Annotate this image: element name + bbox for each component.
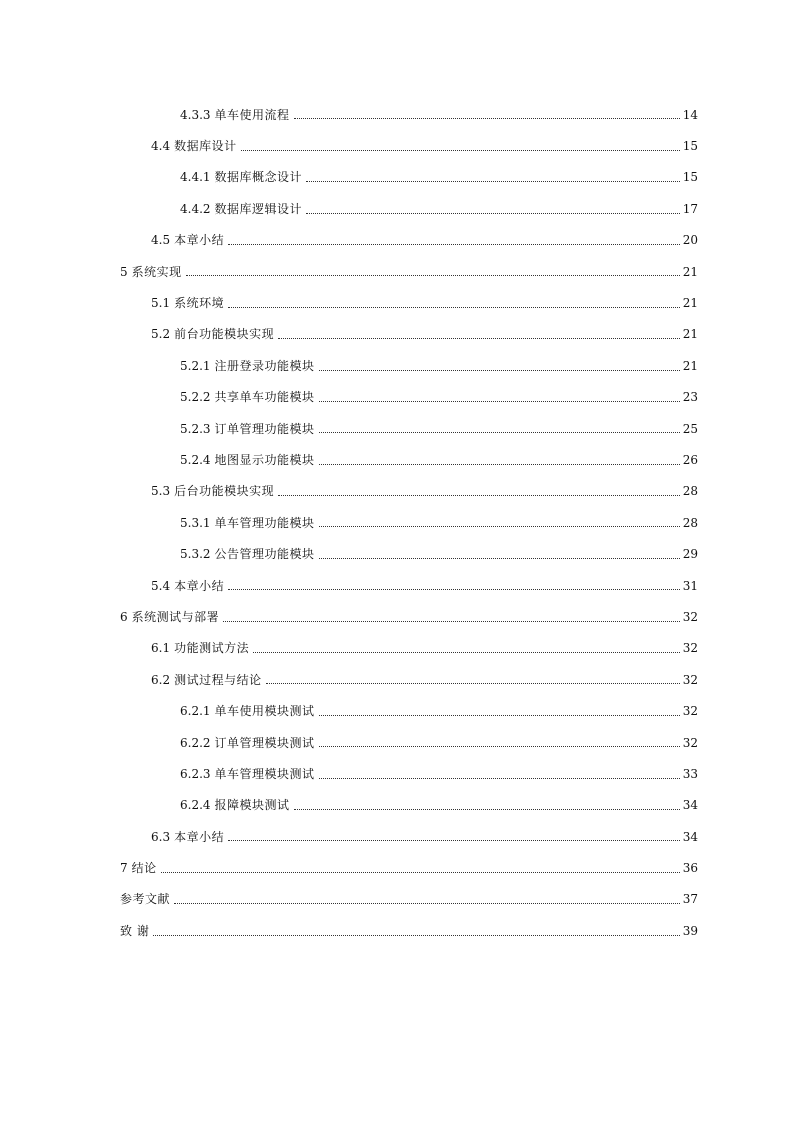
toc-section-title: 致 谢 [120,923,150,938]
toc-page-number: 31 [682,578,698,593]
toc-section-number: 5.3.2 [180,547,211,562]
dot-leader [228,306,680,308]
toc-section-title: 数据库概念设计 [214,170,303,185]
toc-section-number: 5.2.3 [180,421,211,436]
toc-section-title: 系统实现 [131,264,182,279]
toc-page-number: 32 [682,735,698,750]
toc-section-title: 单车使用流程 [214,107,290,122]
toc-entry[interactable] [0,790,793,821]
toc-page-number: 32 [682,704,698,719]
dot-leader [253,651,680,653]
toc-entry-label [180,201,302,217]
toc-section-number: 6.2.3 [180,766,211,781]
toc-section-title: 测试过程与结论 [174,672,262,687]
toc-entry-label [180,797,290,813]
toc-entry[interactable] [0,852,793,883]
dot-leader [319,463,680,465]
dot-leader [319,400,680,402]
toc-page-number: 15 [682,170,698,185]
toc-entry[interactable] [0,130,793,161]
toc-entry[interactable] [0,695,793,726]
dot-leader [278,494,680,496]
toc-entry[interactable] [0,350,793,381]
toc-section-number: 5.2 [151,327,171,342]
toc-section-title: 本章小结 [174,233,225,248]
dot-leader [319,369,680,371]
toc-section-number: 5.1 [151,296,171,311]
toc-page-number: 32 [682,641,698,656]
toc-entry[interactable] [0,476,793,507]
toc-page-number: 33 [682,766,698,781]
toc-entry-label [180,107,290,123]
toc-section-title: 数据库逻辑设计 [214,201,303,216]
toc-entry-label [151,138,237,154]
toc-page-number: 23 [682,390,698,405]
toc-section-title: 系统测试与部署 [131,609,220,624]
toc-entry-label [120,609,219,625]
toc-section-title: 功能测试方法 [174,641,250,656]
toc-page-number: 25 [682,421,698,436]
dot-leader [223,620,680,622]
toc-section-title: 公告管理功能模块 [214,547,315,562]
dot-leader [241,149,680,151]
toc-entry-label [180,452,315,468]
toc-page-number: 28 [682,484,698,499]
toc-section-number: 4.4 [151,139,171,154]
toc-entry[interactable] [0,319,793,350]
toc-entry-label [180,703,315,719]
toc-section-number: 6.2.1 [180,704,211,719]
toc-section-number: 7 [120,861,128,876]
toc-entry-label [120,264,182,280]
toc-section-number: 4.3.3 [180,107,211,122]
toc-entry[interactable] [0,193,793,224]
dot-leader [186,274,680,276]
toc-entry-label [180,766,315,782]
toc-entry[interactable] [0,225,793,256]
toc-entry-label [180,515,315,531]
toc-page-number: 21 [682,327,698,342]
dot-leader [228,588,680,590]
toc-section-number: 6.1 [151,641,171,656]
toc-section-title: 本章小结 [174,829,225,844]
dot-leader [319,745,680,747]
toc-section-title: 单车管理功能模块 [214,515,315,530]
toc-entry[interactable] [0,758,793,789]
toc-page-number: 21 [682,296,698,311]
toc-entry-label [151,326,274,342]
toc-entry[interactable] [0,162,793,193]
toc-section-number: 6 [120,609,128,624]
toc-section-number: 4.4.1 [180,170,211,185]
toc-entry-label [180,735,315,751]
dot-leader [306,180,680,182]
dot-leader [319,714,680,716]
toc-section-title: 报障模块测试 [214,798,290,813]
toc-entry-label [180,546,315,562]
dot-leader [278,337,680,339]
toc-page-number: 39 [682,923,698,938]
toc-section-number: 5.3.1 [180,515,211,530]
toc-page-number: 36 [682,861,698,876]
toc-section-number: 5 [120,264,128,279]
toc-entry[interactable] [0,633,793,664]
toc-section-number: 5.2.1 [180,358,211,373]
toc-section-title: 系统环境 [174,296,225,311]
toc-page-number: 34 [682,829,698,844]
dot-leader [306,212,680,214]
toc-entry[interactable] [0,884,793,915]
toc-page-number: 32 [682,672,698,687]
toc-entry-label [151,672,262,688]
toc-entry-label [151,640,249,656]
toc-entry[interactable] [0,382,793,413]
dot-leader [319,431,680,433]
toc-entry-label [120,891,170,907]
dot-leader [174,902,680,904]
toc-section-title: 订单管理模块测试 [214,735,315,750]
toc-page-number: 15 [682,139,698,154]
dot-leader [228,839,680,841]
toc-entry[interactable] [0,538,793,569]
toc-section-number: 5.2.2 [180,390,211,405]
toc-page-number: 21 [682,358,698,373]
toc-section-title: 参考文献 [120,892,171,907]
toc-section-number: 6.3 [151,829,171,844]
toc-entry[interactable] [0,413,793,444]
toc-section-number: 5.2.4 [180,452,211,467]
toc-entry-label [151,578,224,594]
dot-leader [266,682,680,684]
toc-entry[interactable] [0,256,793,287]
toc-section-title: 地图显示功能模块 [214,452,315,467]
toc-section-title: 后台功能模块实现 [174,484,275,499]
toc-page-number: 29 [682,547,698,562]
dot-leader [294,117,680,119]
toc-section-title: 结论 [131,861,157,876]
dot-leader [319,557,680,559]
toc-entry[interactable] [0,727,793,758]
toc-page-number: 32 [682,609,698,624]
toc-entry-label [151,829,224,845]
toc-page-number: 34 [682,798,698,813]
toc-entry[interactable] [0,570,793,601]
toc-entry-label [120,923,149,939]
toc-entry[interactable] [0,99,793,130]
toc-entry-label [180,389,315,405]
toc-section-title: 注册登录功能模块 [214,358,315,373]
toc-section-title: 数据库设计 [174,139,237,154]
toc-entry[interactable] [0,507,793,538]
toc-page-number: 26 [682,452,698,467]
toc-entry-label [180,169,302,185]
toc-section-title: 单车管理模块测试 [214,766,315,781]
toc-entry-label [120,860,157,876]
toc-page-number: 14 [682,107,698,122]
toc-entry-label [180,358,315,374]
toc-section-title: 共享单车功能模块 [214,390,315,405]
toc-entry[interactable] [0,287,793,318]
toc-entry-label [151,295,224,311]
toc-entry[interactable] [0,444,793,475]
toc-section-title: 订单管理功能模块 [214,421,315,436]
toc-section-number: 5.4 [151,578,171,593]
toc-section-number: 6.2.4 [180,798,211,813]
dot-leader [319,525,680,527]
table-of-contents [0,99,793,947]
toc-entry-label [180,421,315,437]
toc-section-number: 4.4.2 [180,201,211,216]
toc-section-number: 5.3 [151,484,171,499]
toc-entry[interactable] [0,601,793,632]
dot-leader [319,777,680,779]
dot-leader [153,934,679,936]
toc-entry[interactable] [0,821,793,852]
toc-section-title: 单车使用模块测试 [214,704,315,719]
toc-entry-label [151,232,224,248]
dot-leader [294,808,680,810]
toc-section-number: 6.2 [151,672,171,687]
dot-leader [161,871,680,873]
toc-section-number: 6.2.2 [180,735,211,750]
dot-leader [228,243,680,245]
toc-entry[interactable] [0,915,793,946]
toc-entry[interactable] [0,664,793,695]
toc-page-number: 21 [682,264,698,279]
toc-section-title: 前台功能模块实现 [174,327,275,342]
toc-page-number: 17 [682,201,698,216]
toc-section-number: 4.5 [151,233,171,248]
toc-entry-label [151,483,274,499]
toc-section-title: 本章小结 [174,578,225,593]
toc-page-number: 37 [682,892,698,907]
toc-page-number: 28 [682,515,698,530]
toc-page-number: 20 [682,233,698,248]
